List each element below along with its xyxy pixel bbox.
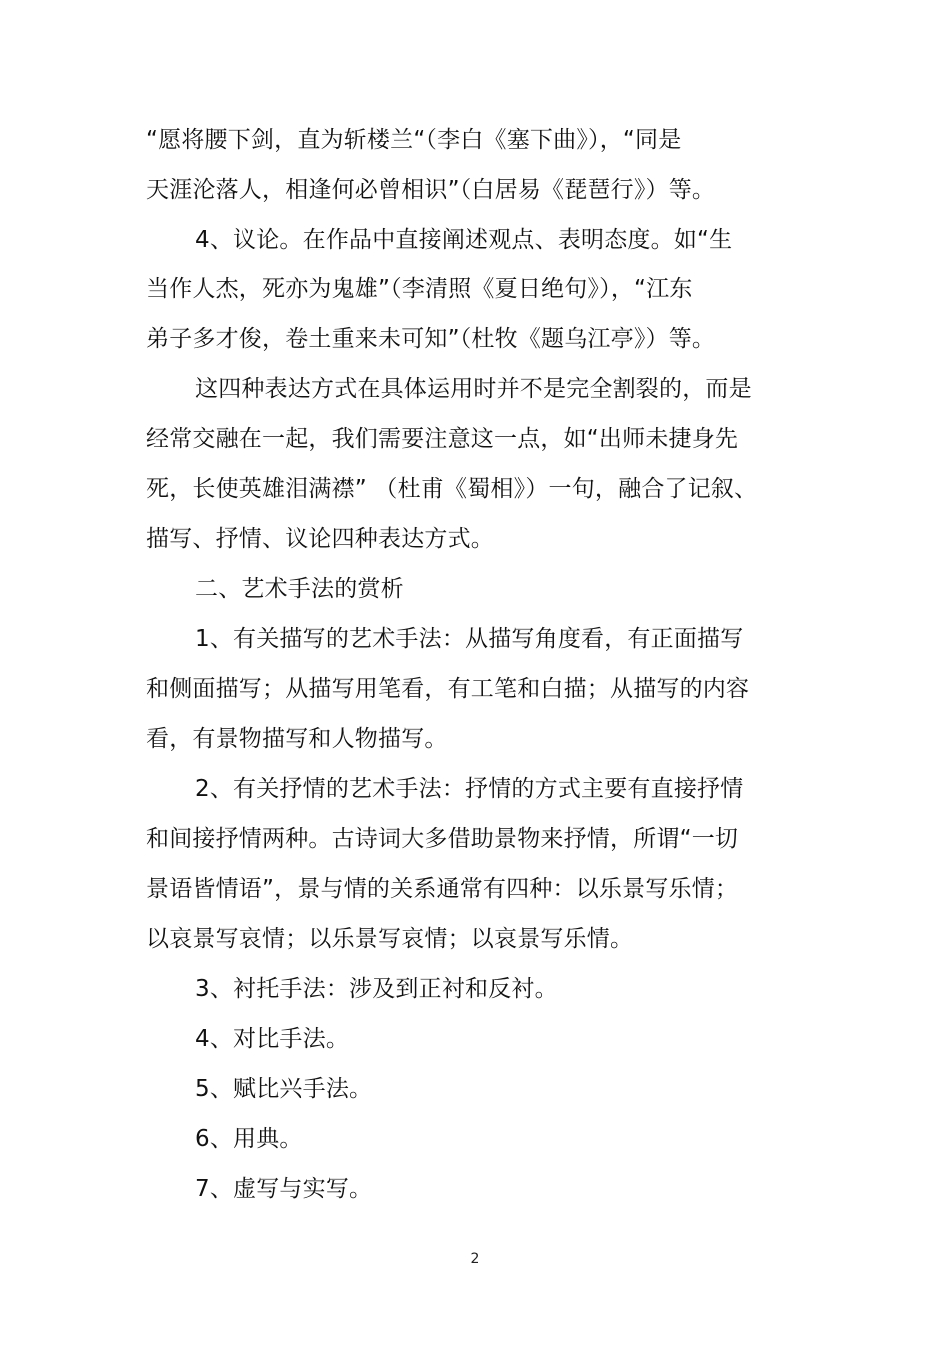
text-line: 和间接抒情两种。古诗词大多借助景物来抒情，所谓“一切 <box>146 826 739 852</box>
text-line: 景语皆情语”，景与情的关系通常有四种：以乐景写乐情； <box>146 876 739 902</box>
text-line: 这四种表达方式在具体运用时并不是完全割裂的，而是 <box>195 376 752 402</box>
page-number: 2 <box>470 1251 480 1267</box>
text-line: 4、对比手法。 <box>195 1026 350 1052</box>
text-line: 5、赋比兴手法。 <box>195 1076 373 1102</box>
text-line: 3、衬托手法：涉及到正衬和反衬。 <box>195 976 558 1002</box>
text-line: 4、议论。在作品中直接阐述观点、表明态度。如“生 <box>195 227 733 253</box>
text-line: 死，长使英雄泪满襟” （杜甫《蜀相》）一句，融合了记叙、 <box>146 476 758 502</box>
text-line: 和侧面描写；从描写用笔看，有工笔和白描；从描写的内容 <box>146 676 750 702</box>
text-line: 弟子多才俊，卷土重来未可知”（杜牧《题乌江亭》）等。 <box>146 326 716 352</box>
text-line: 2、有关抒情的艺术手法：抒情的方式主要有直接抒情 <box>195 776 744 802</box>
text-line: “愿将腰下剑，直为斩楼兰“（李白《塞下曲》），“同是 <box>146 127 682 153</box>
text-line: 6、用典。 <box>195 1126 303 1152</box>
text-line: 经常交融在一起，我们需要注意这一点，如“出师未捷身先 <box>146 426 739 452</box>
text-line: 当作人杰，死亦为鬼雄”（李清照《夏日绝句》），“江东 <box>146 276 693 302</box>
text-line: 1、有关描写的艺术手法：从描写角度看，有正面描写 <box>195 626 744 652</box>
text-line: 天涯沦落人，相逢何必曾相识”（白居易《琵琶行》）等。 <box>146 177 716 203</box>
section-heading: 二、艺术手法的赏析 <box>195 576 404 602</box>
text-line: 7、虚写与实写。 <box>195 1176 373 1202</box>
text-line: 看，有景物描写和人物描写。 <box>146 726 448 752</box>
text-line: 描写、抒情、议论四种表达方式。 <box>146 526 494 552</box>
text-line: 以哀景写哀情；以乐景写哀情；以哀景写乐情。 <box>146 926 634 952</box>
